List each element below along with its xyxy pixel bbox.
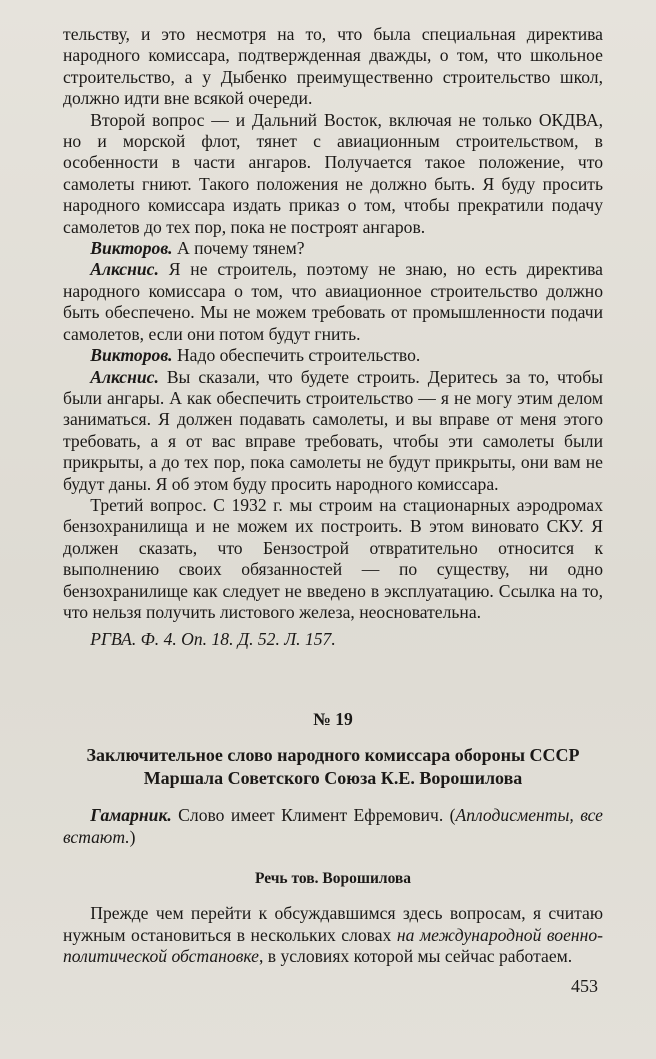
remark-end: ) [129, 826, 136, 847]
archive-reference: РГВА. Ф. 4. Оп. 18. Д. 52. Л. 157. [90, 629, 336, 650]
speaker-name: Алкснис. [90, 259, 159, 280]
speech-emphasis: на международной военно-политической обстановке [63, 924, 603, 967]
page-text [63, 24, 603, 968]
stage-direction: Аплодисменты, все встают. [63, 805, 603, 847]
remark-alksnis-2 [63, 367, 603, 495]
speaker-name: Гамарник. [90, 805, 172, 826]
speaker-name: Викторов. [90, 345, 173, 366]
speech-heading: Речь тов. Ворошилова [254, 870, 412, 887]
document-title [63, 744, 603, 789]
paragraph-continuation: тельству, и это несмотря на то, что была специальная директива народного комиссара, подтвержденная дважды, о том, что школьное строительство, а у Дыбенко преимущественно строительство школ, должно идти вне всякой очереди. [63, 24, 603, 109]
speech-text-start: Прежде чем перейти к обсуждавшимся здесь вопросам, я считаю нужным остановиться в нескольких словах [63, 903, 603, 945]
remark-viktorov-2 [63, 345, 603, 366]
remark-gamarnik [63, 805, 603, 848]
remark-text: А почему тянем? [172, 238, 305, 259]
document-number: № 19 [313, 708, 353, 729]
page-number: 453 [571, 976, 598, 996]
remark-text: Вы сказали, что будете строить. Деритесь за то, чтобы были ангары. А как обеспечить строительство — я не могу этим делом заниматься. Я должен подавать самолеты, и вы вправе от меня этого требовать, а я от вас вправе требовать, чтобы эти самолеты были прикрыты, а до тех пор, пока самолеты не будут прикрыты, они вам не будут даны. Я об этом буду просить народного комиссара. [63, 366, 603, 494]
paragraph-second-question: Второй вопрос — и Дальний Восток, включая не только ОКДВА, но и морской флот, тянет с авиационным строительством, в особенности в части ангаров. Получается такое положение, что самолеты гниют. Такого положения не должно быть. Я буду просить народного комиссара издать приказ о том, чтобы прекратили подачу самолетов до тех пор, пока не построят ангаров. [63, 109, 603, 237]
document-title-line1: Заключительное слово народного комиссара обороны СССР [86, 745, 580, 766]
remark-text: Слово имеет Климент Ефремович. ( [171, 805, 456, 826]
remark-viktorov-1 [63, 238, 603, 259]
paragraph-third-question: Третий вопрос. С 1932 г. мы строим на стационарных аэродромах бензохранилища и не можем их построить. В этом виновато СКУ. Я должен сказать, что Бензострой отвратительно относится к выполнению своих обязанностей — по существу, ни одно бензохранилище как следует не введено в эксплуатацию. Ссылка на то, что нельзя получить листового железа, неосновательна. [63, 494, 603, 622]
remark-text: Надо обеспечить строительство. [172, 345, 421, 366]
document-title-line2: Маршала Советского Союза К.Е. Ворошилова [143, 767, 523, 788]
speech-opening-paragraph [63, 903, 603, 967]
speech-text-end: , в условиях которой мы сейчас работаем. [258, 946, 573, 967]
remark-alksnis-1 [63, 259, 603, 345]
speaker-name: Викторов. [90, 238, 173, 259]
speaker-name: Алкснис. [90, 366, 159, 387]
remark-text: Я не строитель, поэтому не знаю, но есть директива народного комиссара о том, что авиационное строительство должно быть обеспечено. Мы не можем требовать от промышленности подачи самолетов, если они потом будут гнить. [63, 259, 603, 344]
